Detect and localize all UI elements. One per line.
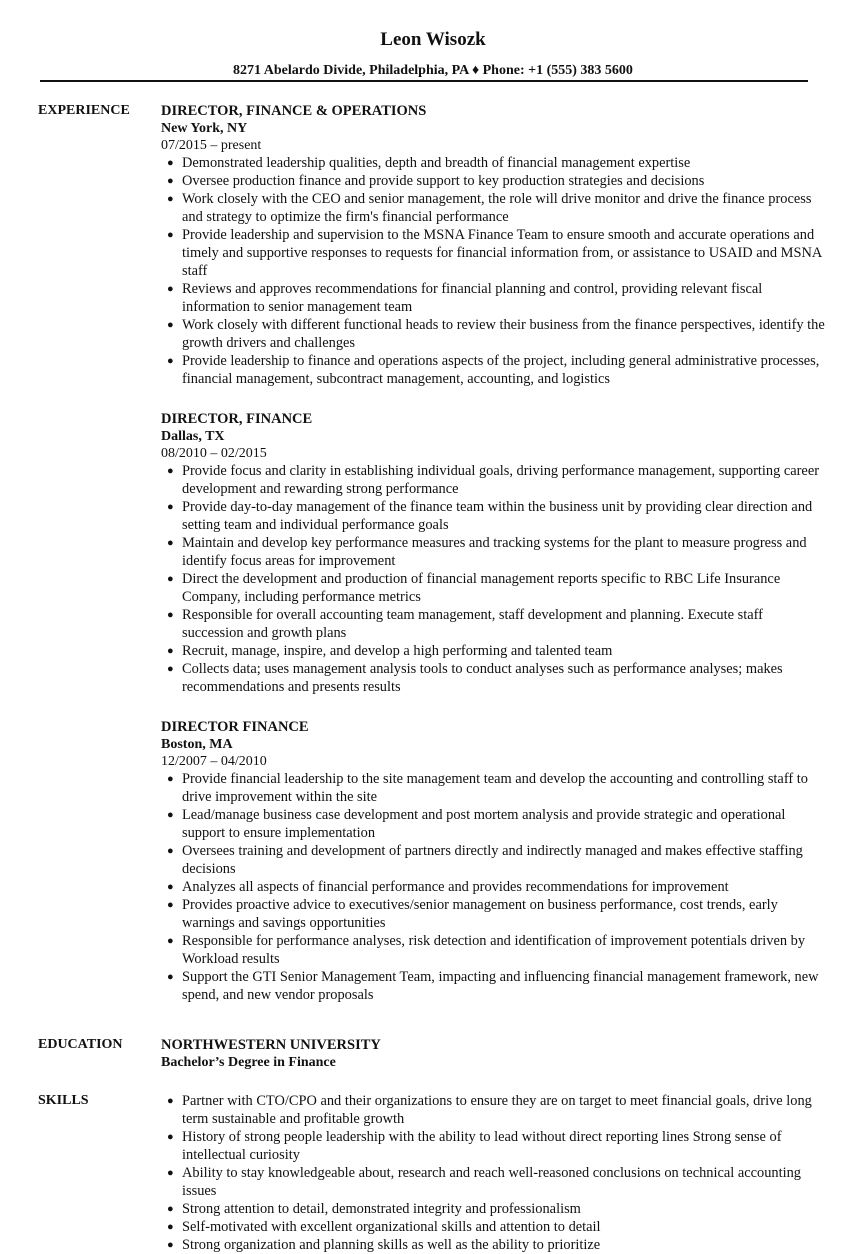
bullet-icon: ● (167, 971, 174, 983)
bullet-icon: ● (167, 645, 174, 657)
job-title: DIRECTOR FINANCE (161, 719, 309, 735)
bullet-icon: ● (167, 229, 174, 241)
bullet-icon: ● (167, 193, 174, 205)
bullet-icon: ● (167, 935, 174, 947)
skill-item: ● Self-motivated with excellent organizational skills and attention to detail (167, 1219, 601, 1235)
bullet-item: ● Provide financial leadership to the site management team and develop the accounting and controlling staff to drive improvement within the site (167, 771, 808, 805)
skills-body (161, 1092, 826, 1254)
bullet-item: ● Oversees training and development of partners directly and indirectly managed and makes effective staffing decisions (167, 843, 803, 877)
bullet-icon: ● (167, 355, 174, 367)
job-title: DIRECTOR, FINANCE (161, 411, 313, 427)
bullet-icon: ● (167, 1167, 174, 1179)
bullet-item: ● Reviews and approves recommendations for financial planning and control, providing relevant fiscal information to senior management team (167, 281, 763, 315)
bullet-item: ● Maintain and develop key performance measures and tracking systems for the plant to measure progress and identify focus areas for improvement (167, 535, 807, 569)
bullet-icon: ● (167, 1239, 174, 1251)
skill-item: ● Strong organization and planning skills as well as the ability to prioritize (167, 1237, 601, 1253)
bullet-icon: ● (167, 157, 174, 169)
experience-body (161, 102, 826, 1004)
bullet-item: ● Responsible for performance analyses, risk detection and identification of improvement potentials driven by Workload results (167, 933, 806, 967)
education-degree: Bachelor’s Degree in Finance (161, 1055, 336, 1070)
bullet-icon: ● (167, 773, 174, 785)
bullet-item: ● Provides proactive advice to executives/senior management on business performance, cost trends, early warnings and savings opportunities (167, 897, 778, 931)
bullet-icon: ● (167, 809, 174, 821)
job-location: New York, NY (161, 121, 248, 136)
job-location: Dallas, TX (161, 429, 225, 444)
bullet-icon: ● (167, 609, 174, 621)
bullet-item: ● Provide day-to-day management of the finance team within the business unit by providing clear direction and setting team and individual performance goals (167, 499, 813, 533)
resume-header-contact: 8271 Abelardo Divide, Philadelphia, PA ♦ Phone: +1 (555) 383 5600 (233, 63, 633, 78)
bullet-item: ● Responsible for overall accounting team management, staff development and planning. Execute staff succession and growth plans (167, 607, 763, 641)
bullet-icon: ● (167, 1203, 174, 1215)
education-body (161, 1036, 826, 1072)
job-title: DIRECTOR, FINANCE & OPERATIONS (161, 103, 427, 119)
bullet-item: ● Lead/manage business case development and post mortem analysis and provide strategic and operational support to ensure implementation (167, 807, 786, 841)
bullet-icon: ● (167, 283, 174, 295)
job-bullets (161, 154, 826, 388)
bullet-item: ● Direct the development and production of financial management reports specific to RBC Life Insurance Company, including performance metrics (167, 571, 781, 605)
bullet-icon: ● (167, 1095, 174, 1107)
header-divider (40, 80, 808, 82)
job-entry (161, 718, 826, 1004)
bullet-item: ● Oversee production finance and provide support to key production strategies and decisions (167, 173, 705, 189)
job-dates: 12/2007 – 04/2010 (161, 754, 267, 769)
resume-header-name: Leon Wisozk (380, 29, 486, 50)
bullet-icon: ● (167, 537, 174, 549)
bullet-item: ● Analyzes all aspects of financial performance and provides recommendations for improvement (167, 879, 729, 895)
bullet-icon: ● (167, 845, 174, 857)
bullet-icon: ● (167, 899, 174, 911)
bullet-item: ● Work closely with different functional heads to review their business from the finance perspectives, identify the growth drivers and challenges (167, 317, 825, 351)
job-entry (161, 410, 826, 696)
bullet-item: ● Support the GTI Senior Management Team, impacting and influencing financial management framework, new spend, and new vendor proposals (167, 969, 819, 1003)
job-bullets (161, 462, 826, 696)
bullet-item: ● Work closely with the CEO and senior management, the role will drive monitor and drive the finance process and strategy to optimize the firm's financial performance (167, 191, 812, 225)
bullet-icon: ● (167, 501, 174, 513)
bullet-icon: ● (167, 881, 174, 893)
bullet-icon: ● (167, 573, 174, 585)
bullet-item: ● Provide focus and clarity in establishing individual goals, driving performance management, supporting career development and rewarding strong performance (167, 463, 820, 497)
bullet-icon: ● (167, 175, 174, 187)
bullet-item: ● Provide leadership and supervision to the MSNA Finance Team to ensure smooth and accurate operations and timely and supportive responses to requests for financial information from, or assistance to USAID and MSNA staff (167, 227, 822, 279)
job-bullets (161, 770, 826, 1004)
education-school: NORTHWESTERN UNIVERSITY (161, 1037, 381, 1053)
job-location: Boston, MA (161, 737, 233, 752)
skills-label: SKILLS (38, 1093, 89, 1108)
bullet-icon: ● (167, 1221, 174, 1233)
job-dates: 08/2010 – 02/2015 (161, 446, 267, 461)
bullet-icon: ● (167, 1131, 174, 1143)
skill-item: ● Partner with CTO/CPO and their organizations to ensure they are on target to meet financial goals, drive long term sustainable and profitable growth (167, 1093, 812, 1127)
bullet-item: ● Demonstrated leadership qualities, depth and breadth of financial management expertise (167, 155, 691, 171)
bullet-item: ● Collects data; uses management analysis tools to conduct analyses such as performance analyses; makes recommendations and presents results (167, 661, 783, 695)
experience-label: EXPERIENCE (38, 103, 130, 118)
bullet-icon: ● (167, 465, 174, 477)
skills-bullets (161, 1092, 826, 1254)
bullet-icon: ● (167, 319, 174, 331)
bullet-item: ● Provide leadership to finance and operations aspects of the project, including general administrative processes, financial management, subcontract management, accounting, and logistics (167, 353, 820, 387)
skill-item: ● History of strong people leadership with the ability to lead without direct reporting lines Strong sense of intellectual curiosity (167, 1129, 782, 1163)
education-label: EDUCATION (38, 1037, 123, 1052)
skill-item: ● Ability to stay knowledgeable about, research and reach well-reasoned conclusions on technical accounting issues (167, 1165, 801, 1199)
job-entry (161, 102, 826, 388)
bullet-item: ● Recruit, manage, inspire, and develop a high performing and talented team (167, 643, 613, 659)
skill-item: ● Strong attention to detail, demonstrated integrity and professionalism (167, 1201, 581, 1217)
bullet-icon: ● (167, 663, 174, 675)
job-dates: 07/2015 – present (161, 138, 262, 153)
